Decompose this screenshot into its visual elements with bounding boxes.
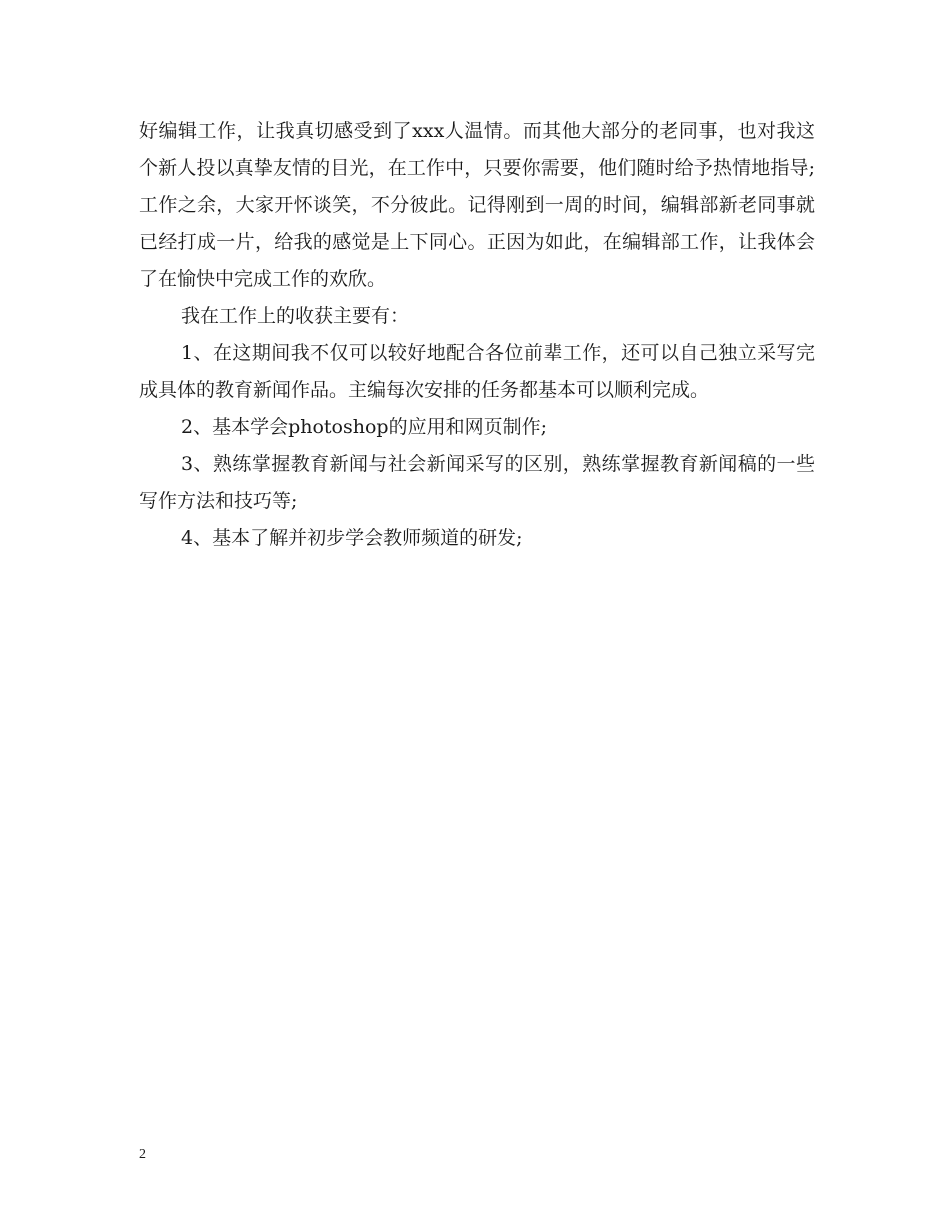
paragraph-harvest-intro: 我在工作上的收获主要有： [181, 305, 410, 327]
paragraph-item-1: 1、在这期间我不仅可以较好地配合各位前辈工作，还可以自己独立采写完成具体的教育新闻作品。主编每次安排的任务都基本可以顺利完成。 [139, 342, 815, 401]
document-body [139, 113, 815, 557]
paragraph-item-2: 2、基本学会photoshop的应用和网页制作; [181, 416, 547, 438]
page-number: 2 [139, 1147, 146, 1162]
paragraph-continuation: 好编辑工作，让我真切感受到了xxx人温情。而其他大部分的老同事，也对我这个新人投以真挚友情的目光，在工作中，只要你需要，他们随时给予热情地指导;工作之余，大家开怀谈笑，不分彼此。记得刚到一周的时间，编辑部新老同事就已经打成一片，给我的感觉是上下同心。正因为如此，在编辑部工作，让我体会了在愉快中完成工作的欢欣。 [139, 120, 815, 290]
paragraph-item-3: 3、熟练掌握教育新闻与社会新闻采写的区别，熟练掌握教育新闻稿的一些写作方法和技巧等; [139, 453, 815, 512]
paragraph-item-4: 4、基本了解并初步学会教师频道的研发; [181, 527, 523, 549]
